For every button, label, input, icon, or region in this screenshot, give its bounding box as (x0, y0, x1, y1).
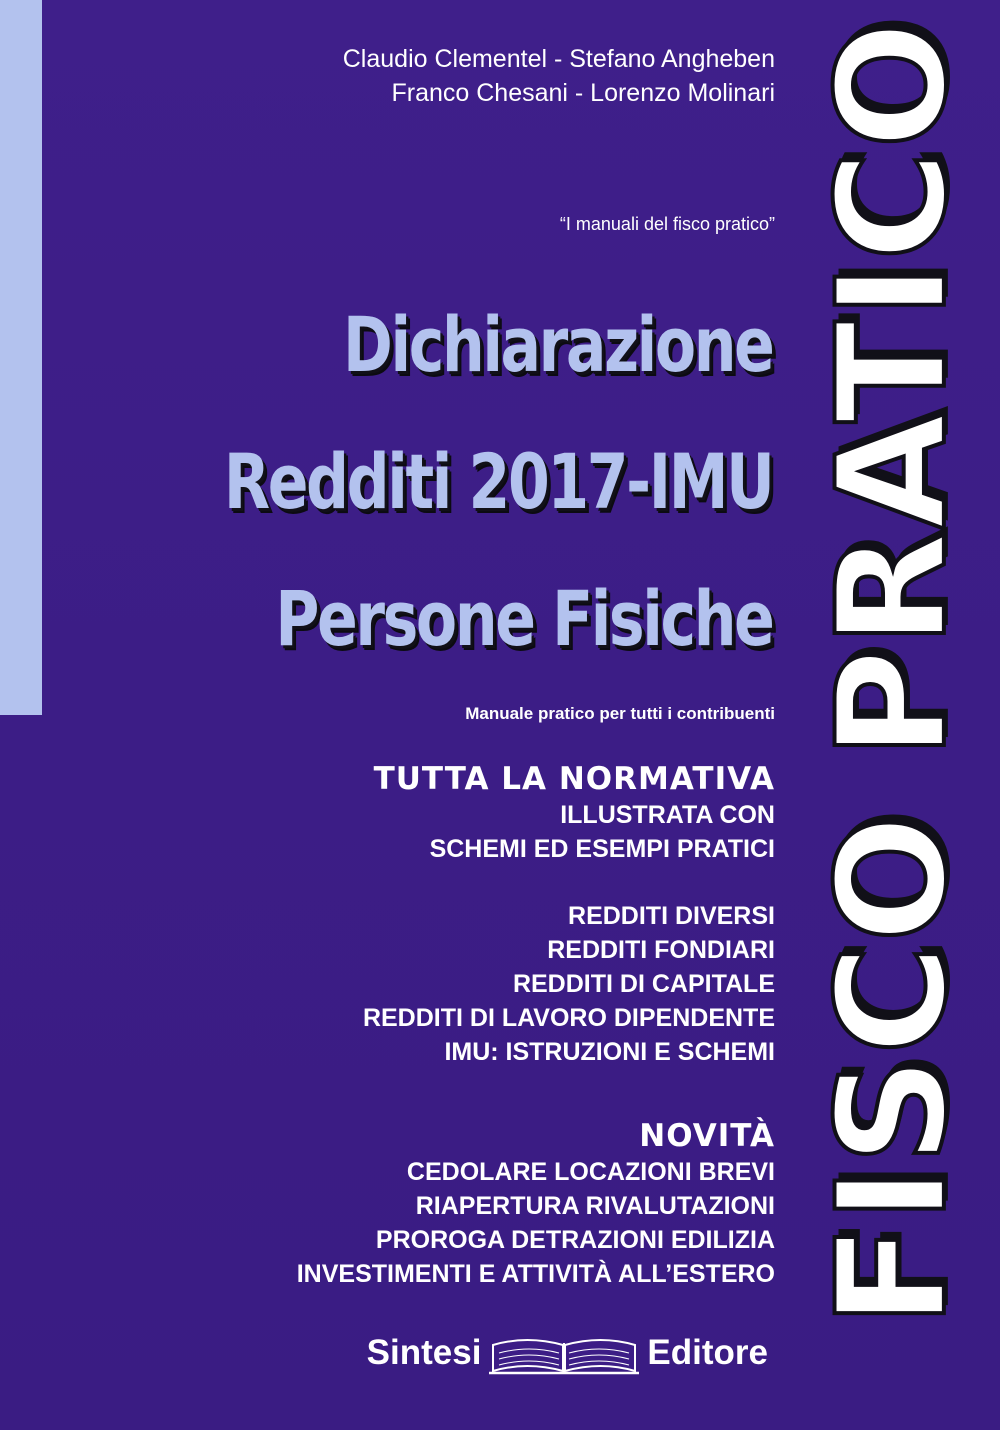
topic-item: REDDITI FONDIARI (547, 936, 775, 964)
subtitle: Manuale pratico per tutti i contribuenti (465, 704, 775, 723)
publisher-name-left: Sintesi (366, 1333, 482, 1372)
side-accent-band (0, 0, 42, 715)
normativa-block (374, 760, 775, 866)
open-book-icon (489, 1331, 639, 1375)
authors-line-1: Claudio Clementel - Stefano Angheben (342, 45, 775, 73)
normativa-line: SCHEMI ED ESEMPI PRATICI (429, 835, 775, 863)
normativa-line: ILLUSTRATA CON (560, 801, 775, 829)
novita-item: RIAPERTURA RIVALUTAZIONI (415, 1192, 775, 1220)
title-line-1: Dichiarazione (342, 300, 772, 389)
topics-list (363, 899, 775, 1069)
novita-item: INVESTIMENTI E ATTIVITÀ ALL’ESTERO (296, 1260, 775, 1288)
novita-heading: NOVITÀ (639, 1118, 775, 1154)
novita-block (297, 1117, 775, 1291)
title-line-2: Redditi 2017-IMU (223, 437, 772, 526)
publisher-name-right: Editore (647, 1333, 768, 1372)
publisher-logo (367, 1330, 768, 1376)
topic-item: IMU: ISTRUZIONI E SCHEMI (444, 1038, 775, 1066)
authors-line-2: Franco Chesani - Lorenzo Molinari (391, 79, 775, 107)
topic-item: REDDITI DI LAVORO DIPENDENTE (362, 1004, 775, 1032)
novita-item: PROROGA DETRAZIONI EDILIZIA (375, 1226, 775, 1254)
normativa-heading: TUTTA LA NORMATIVA (373, 761, 775, 797)
topic-item: REDDITI DIVERSI (568, 902, 775, 930)
novita-item: CEDOLARE LOCAZIONI BREVI (406, 1158, 775, 1186)
title-line-3: Persone Fisiche (274, 574, 772, 663)
topic-item: REDDITI DI CAPITALE (512, 970, 775, 998)
authors (343, 42, 775, 110)
book-title (223, 276, 772, 687)
series-name: “I manuali del fisco pratico” (559, 214, 775, 234)
spine-title: FISCO PRATICO (806, 19, 980, 1327)
spine-title-container (798, 19, 988, 1327)
